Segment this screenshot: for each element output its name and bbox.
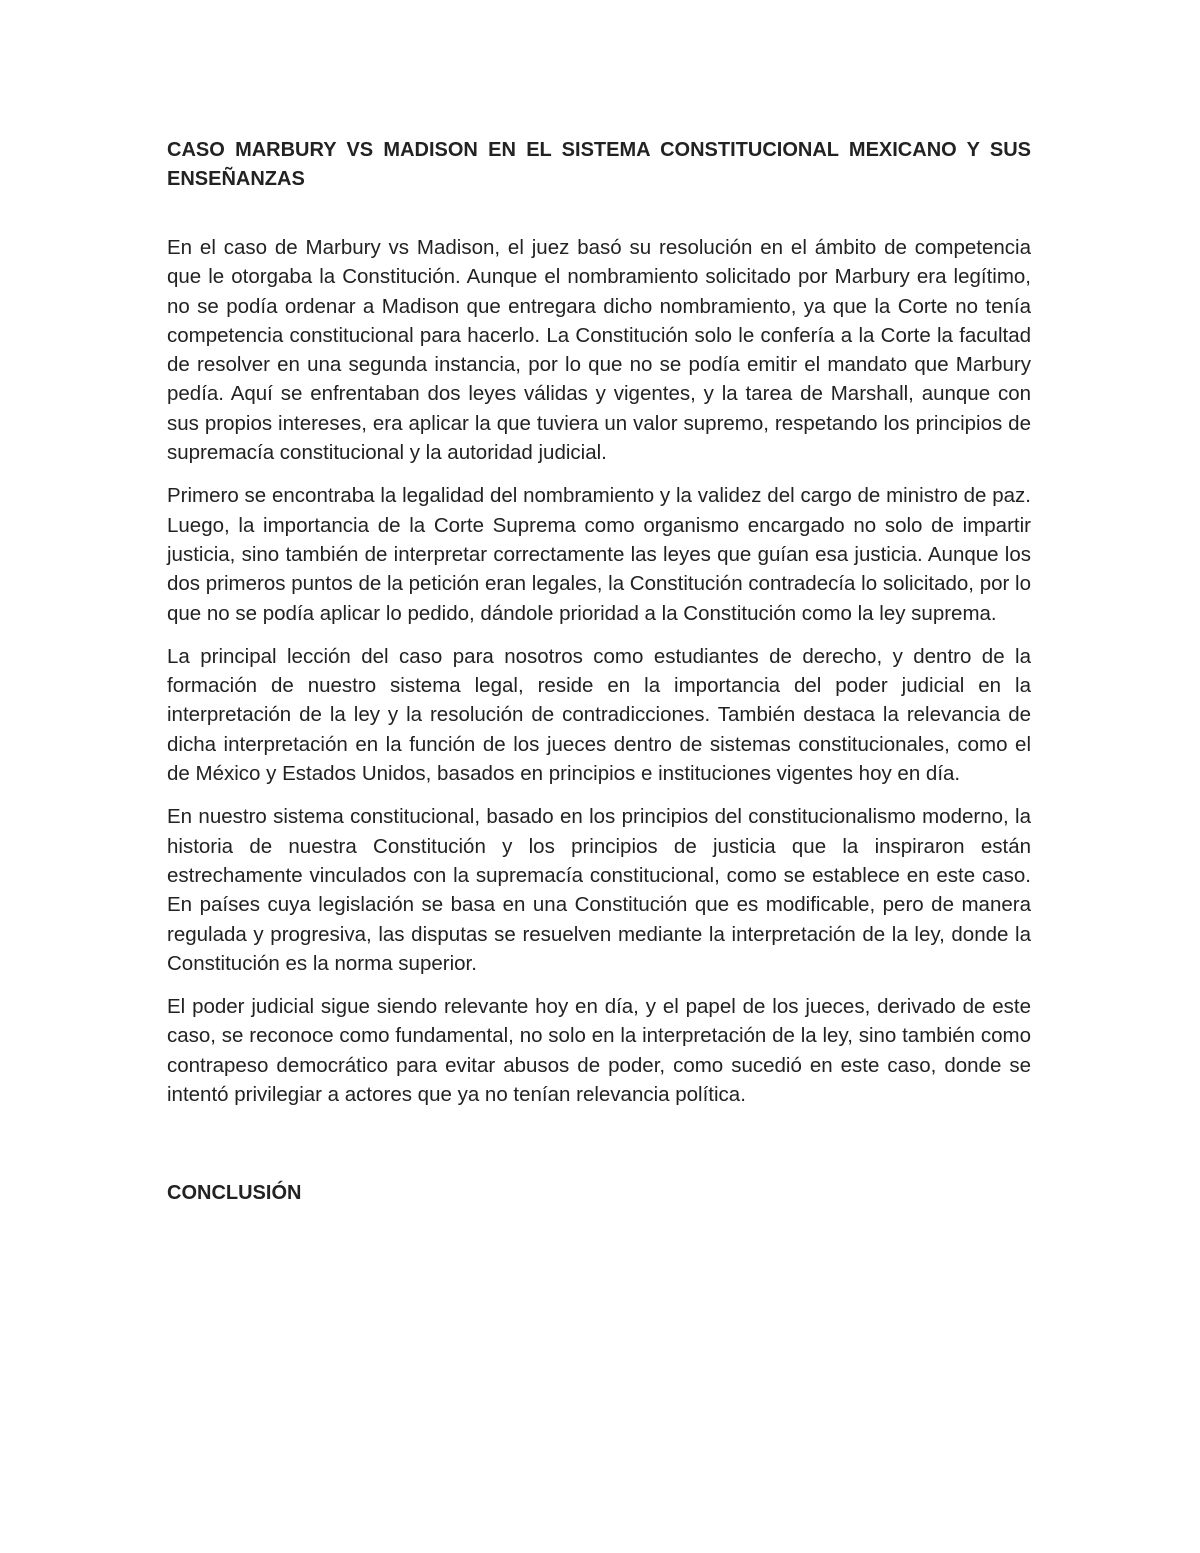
paragraph-2: Primero se encontraba la legalidad del nombramiento y la validez del cargo de ministro de paz. Luego, la importancia de la Corte Suprema como organismo encargado no solo de impartir justicia, sino también de interpretar correctamente las leyes que guían esa justicia. Aunque los dos primeros puntos de la petición eran legales, la Constitución contradecía lo solicitado, por lo que no se podía aplicar lo pedido, dándole prioridad a la Constitución como la ley suprema. — [167, 484, 1031, 625]
paragraph-1: En el caso de Marbury vs Madison, el juez basó su resolución en el ámbito de competencia que le otorgaba la Constitución. Aunque el nombramiento solicitado por Marbury era legítimo, no se podía ordenar a Madison que entregara dicho nombramiento, ya que la Corte no tenía competencia constitucional para hacerlo. La Constitución solo le confería a la Corte la facultad de resolver en una segunda instancia, por lo que no se podía emitir el mandato que Marbury pedía. Aquí se enfrentaban dos leyes válidas y vigentes, y la tarea de Marshall, aunque con sus propios intereses, era aplicar la que tuviera un valor supremo, respetando los principios de supremacía constitucional y la autoridad judicial. — [167, 236, 1031, 465]
paragraph-5: El poder judicial sigue siendo relevante hoy en día, y el papel de los jueces, derivado de este caso, se reconoce como fundamental, no solo en la interpretación de la ley, sino también como contrapeso democrático para evitar abusos de poder, como sucedió en este caso, donde se intentó privilegiar a actores que ya no tenían relevancia política. — [167, 995, 1031, 1107]
conclusion-heading: CONCLUSIÓN — [167, 1182, 302, 1205]
document-title: CASO MARBURY VS MADISON EN EL SISTEMA CONSTITUCIONAL MEXICANO Y SUS ENSEÑANZAS — [167, 139, 1031, 190]
paragraph-3: La principal lección del caso para nosotros como estudiantes de derecho, y dentro de la formación de nuestro sistema legal, reside en la importancia del poder judicial en la interpretación de la ley y la resolución de contradicciones. También destaca la relevancia de dicha interpretación en la función de los jueces dentro de sistemas constitucionales, como el de México y Estados Unidos, basados en principios e instituciones vigentes hoy en día. — [167, 644, 1031, 786]
document-body — [167, 136, 1031, 1208]
paragraph-4: En nuestro sistema constitucional, basado en los principios del constitucionalismo moderno, la historia de nuestra Constitución y los principios de justicia que la inspiraron están estrechamente vinculados con la supremacía constitucional, como se establece en este caso. En países cuya legislación se basa en una Constitución que es modificable, pero de manera regulada y progresiva, las disputas se resuelven mediante la interpretación de la ley, donde la Constitución es la norma superior. — [167, 805, 1031, 975]
